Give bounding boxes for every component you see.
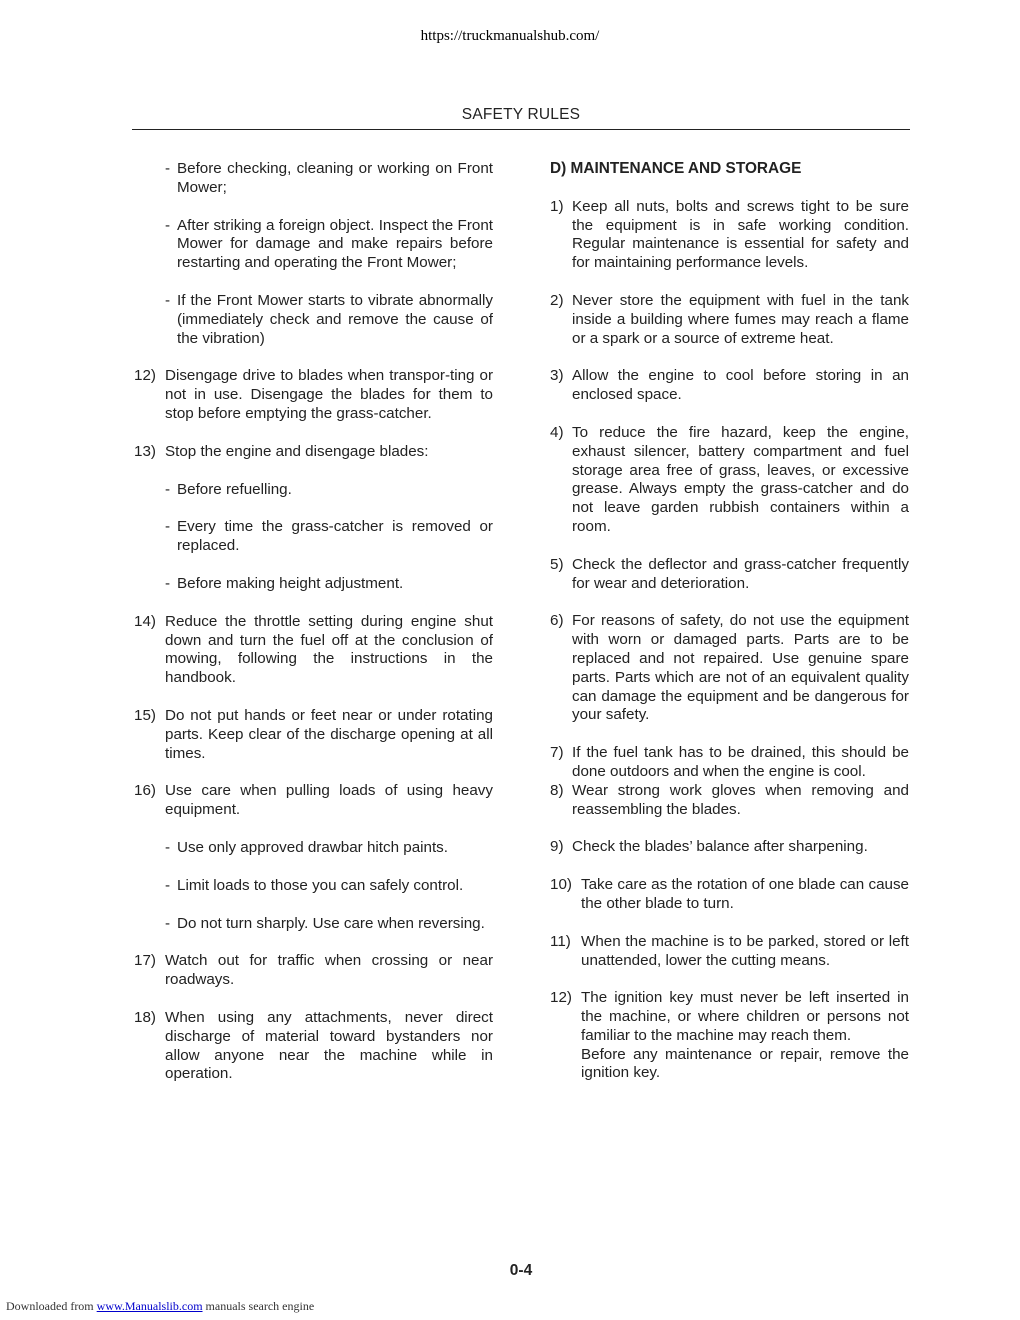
list-subitem: - If the Front Mower starts to vibrate abnormally (immediately check and remove the cause of the vibration) bbox=[165, 291, 493, 347]
list-subitem: - Before making height adjustment. bbox=[165, 574, 404, 592]
list-item: 10) Take care as the rotation of one blade can cause the other blade to turn. bbox=[550, 876, 909, 912]
left-column bbox=[134, 160, 493, 1084]
footer-suffix: manuals search engine bbox=[202, 1299, 315, 1313]
list-subitem: - After striking a foreign object. Inspect the Front Mower for damage and make repairs before restarting and operating the Front Mower; bbox=[165, 216, 493, 272]
list-subitem: - Use only approved drawbar hitch paints. bbox=[165, 838, 448, 856]
manualslib-link[interactable]: www.Manualslib.com bbox=[96, 1299, 203, 1313]
list-item: 13) Stop the engine and disengage blades: bbox=[134, 442, 429, 460]
list-item: 5) Check the deflector and grass-catcher frequently for wear and deterioration. bbox=[550, 555, 909, 592]
list-subitem: - Every time the grass-catcher is removed or replaced. bbox=[165, 518, 493, 555]
list-item: 17) Watch out for traffic when crossing or near roadways. bbox=[134, 952, 493, 989]
list-item: 1) Keep all nuts, bolts and screws tight to be sure the equipment is in safe working condition. Regular maintenance is essential for safety and for maintaining performance levels. bbox=[550, 197, 909, 272]
list-item: 12) Disengage drive to blades when transpor-ting or not in use. Disengage the blades for them to stop before emptying the grass-catcher. bbox=[134, 367, 493, 422]
list-item: 14) Reduce the throttle setting during engine shut down and turn the fuel off at the conclusion of mowing, following the instructions in the handbook. bbox=[134, 612, 493, 687]
list-item: 8) Wear strong work gloves when removing and reassembling the blades. bbox=[550, 781, 909, 818]
right-column bbox=[550, 160, 909, 1083]
section-title: D) MAINTENANCE AND STORAGE bbox=[550, 160, 802, 177]
list-subitem: - Before refuelling. bbox=[165, 480, 292, 498]
header-rule bbox=[132, 129, 910, 130]
list-item: 2) Never store the equipment with fuel in the tank inside a building where fumes may reach a flame or a spark or a source of extreme heat. bbox=[550, 291, 909, 347]
download-footer bbox=[6, 1299, 314, 1314]
list-subitem: - Do not turn sharply. Use care when reversing. bbox=[165, 914, 485, 932]
list-item: 7) If the fuel tank has to be drained, this should be done outdoors and when the engine is cool. bbox=[550, 744, 909, 780]
list-item: 6) For reasons of safety, do not use the equipment with worn or damaged parts. Parts are to be replaced and not repaired. Use genuine spare parts. Parts which are not of an equivalent quality can damage the equipment and be dangerous for your safety. bbox=[550, 612, 909, 724]
list-item: 4) To reduce the fire hazard, keep the engine, exhaust silencer, battery compartment and fuel storage area free of grass, leaves, or excessive grease. Always empty the grass-catcher and do not leave garden rubbish containers within a room. bbox=[550, 423, 909, 535]
list-item: 9) Check the blades’ balance after sharpening. bbox=[550, 838, 868, 856]
list-item: 12) The ignition key must never be left inserted in the machine, or where children or persons not familiar to the machine may reach them. Before any maintenance or repair, remove the ignition key. bbox=[550, 989, 909, 1082]
source-url: https://truckmanualshub.com/ bbox=[420, 28, 600, 44]
list-item: 11) When the machine is to be parked, stored or left unattended, lower the cutting means. bbox=[550, 932, 909, 969]
page-number: 0-4 bbox=[509, 1262, 533, 1279]
footer-prefix: Downloaded from bbox=[6, 1299, 97, 1313]
page-header-title: SAFETY RULES bbox=[461, 106, 581, 123]
list-item: 18) When using any attachments, never direct discharge of material toward bystanders nor allow anyone near the machine while in operation. bbox=[134, 1008, 493, 1083]
list-item: 15) Do not put hands or feet near or under rotating parts. Keep clear of the discharge opening at all times. bbox=[134, 706, 493, 762]
list-subitem: - Limit loads to those you can safely control. bbox=[165, 876, 464, 894]
list-subitem: - Before checking, cleaning or working on Front Mower; bbox=[165, 160, 493, 196]
list-item: 16) Use care when pulling loads of using heavy equipment. bbox=[134, 782, 493, 819]
list-item: 3) Allow the engine to cool before storing in an enclosed space. bbox=[550, 367, 909, 404]
